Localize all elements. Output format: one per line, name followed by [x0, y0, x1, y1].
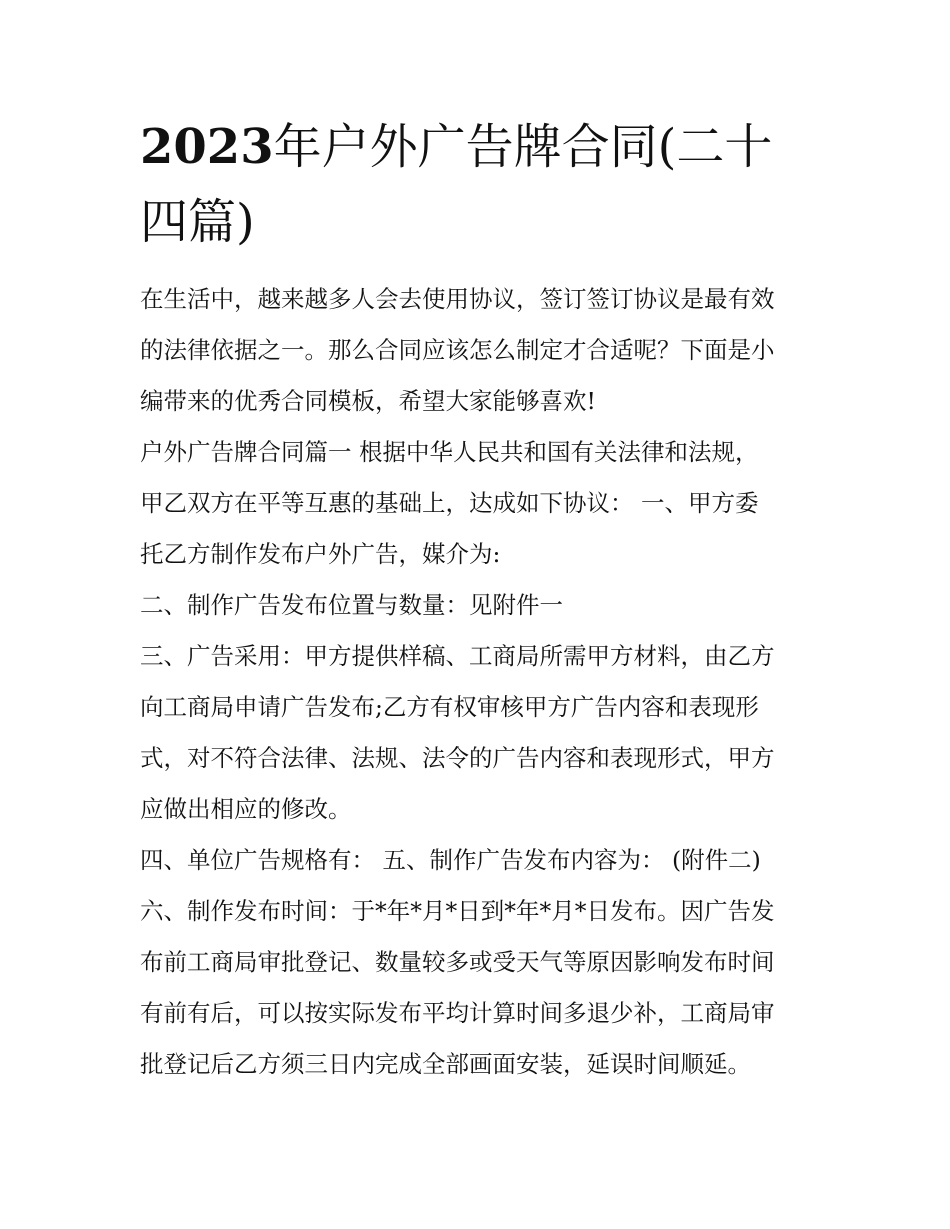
title-text-line2: 四篇) [140, 194, 255, 250]
body-line: 应做出相应的修改。 [140, 795, 352, 823]
body-line: 向工商局申请广告发布;乙方有权审核甲方广告内容和表现形 [140, 693, 759, 721]
body-line: 二、制作广告发布位置与数量：见附件一 [140, 591, 563, 619]
body-line: 式，对不符合法律、法规、法令的广告内容和表现形式，甲方 [140, 744, 775, 772]
body-line: 批登记后乙方须三日内完成全部画面安装，延误时间顺延。 [140, 1050, 751, 1078]
title-text-line1: 年户外广告牌合同(二十 [273, 119, 773, 175]
body-line: 在生活中，越来越多人会去使用协议，签订签订协议是最有效 [140, 285, 775, 313]
body-line: 六、制作发布时间：于*年*月*日到*年*月*日发布。因广告发 [140, 897, 775, 925]
body-line: 四、单位广告规格有： 五、制作广告发布内容为： (附件二) [140, 846, 761, 874]
body-line: 编带来的优秀合同模板，希望大家能够喜欢! [140, 387, 596, 415]
document-body [140, 274, 820, 1090]
body-line: 户外广告牌合同篇一 根据中华人民共和国有关法律和法规， [140, 438, 759, 466]
body-line: 三、广告采用：甲方提供样稿、工商局所需甲方材料，由乙方 [140, 642, 775, 670]
body-line: 的法律依据之一。那么合同应该怎么制定才合适呢？下面是小 [140, 336, 775, 364]
body-line: 甲乙双方在平等互惠的基础上，达成如下协议： 一、甲方委 [140, 489, 759, 517]
body-line: 托乙方制作发布户外广告，媒介为: [140, 540, 501, 568]
title-year: 2023 [140, 119, 274, 175]
body-line: 有前有后，可以按实际发布平均计算时间多退少补，工商局审 [140, 999, 775, 1027]
body-line: 布前工商局审批登记、数量较多或受天气等原因影响发布时间 [140, 948, 775, 976]
document-title [140, 110, 820, 260]
